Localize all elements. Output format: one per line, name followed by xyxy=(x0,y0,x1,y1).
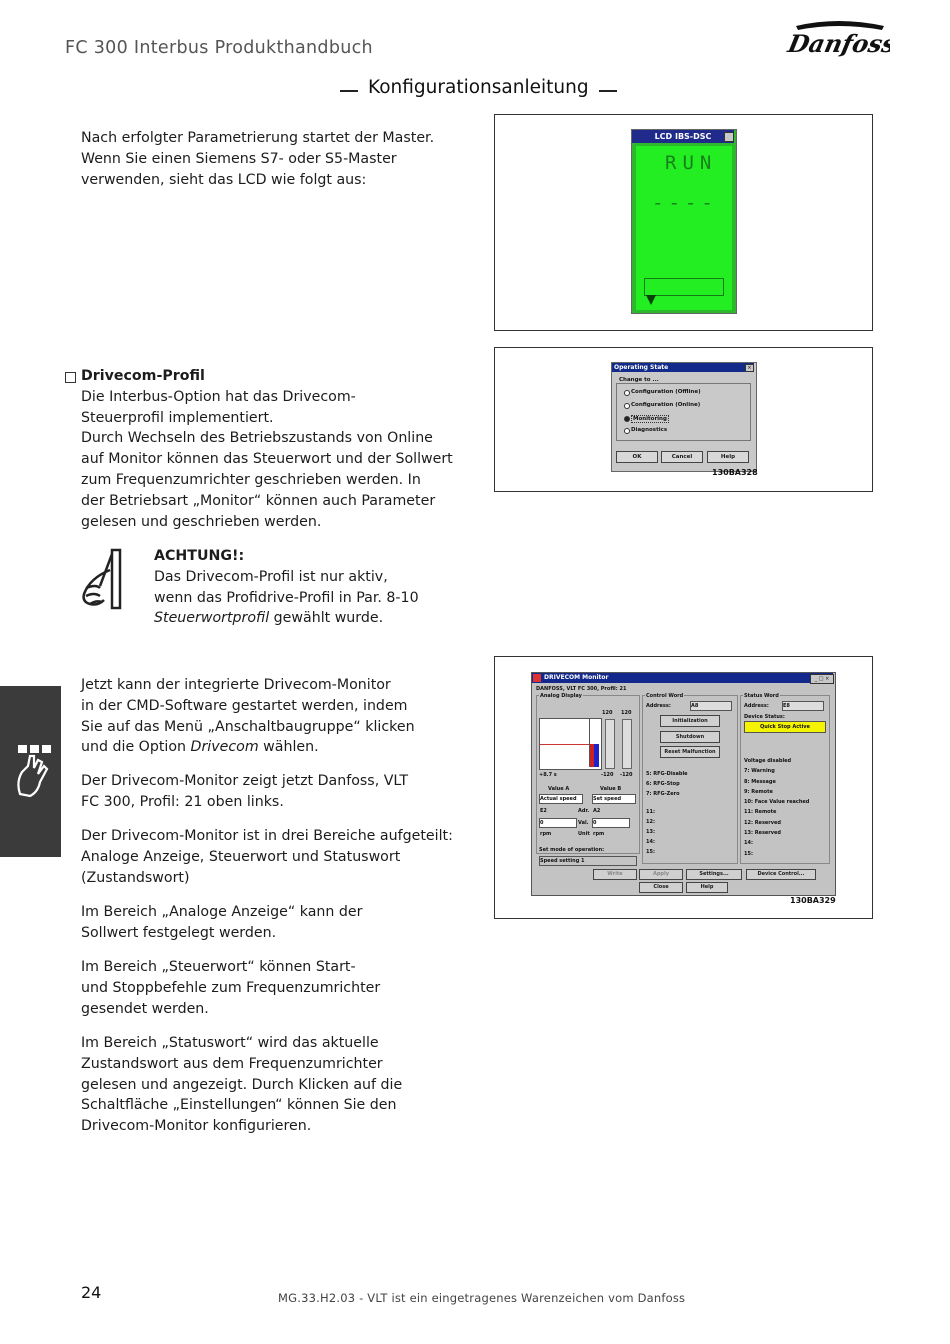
dialog-title: Operating State xyxy=(612,363,754,372)
text-line: wenn das Profidrive-Profil in Par. 8-10 xyxy=(154,589,419,606)
unit-label: Unit xyxy=(578,831,590,837)
initialization-button: Initialization xyxy=(660,715,720,727)
text-fragment: gewählt wurde. xyxy=(269,610,384,627)
text-line: gesendet werden. xyxy=(81,1000,209,1017)
parameter-name: Steuerwortprofil xyxy=(154,610,270,627)
pointing-hand-icon xyxy=(80,548,126,616)
device-control-button: Device Control... xyxy=(746,869,816,880)
text-line: Die Interbus-Option hat das Drivecom- xyxy=(81,388,356,405)
set-mode-field: Speed setting 1 xyxy=(539,856,637,866)
scale-bottom-b: -120 xyxy=(620,772,633,778)
text-line: auf Monitor können das Steuerwort und der Sollwert xyxy=(81,451,453,468)
note-title: ACHTUNG!: xyxy=(154,548,245,564)
section-title-text: Konfigurationsanleitung xyxy=(368,77,589,98)
status-bit-item: Voltage disabled xyxy=(744,758,792,764)
footer-text: MG.33.H2.03 - VLT ist ein eingetragenes Warenzeichen vom Danfoss xyxy=(278,1291,686,1305)
option-label: Configuration (Online) xyxy=(631,402,701,408)
control-bit-item: 15: xyxy=(646,849,655,855)
status-address-field: E8 xyxy=(782,701,824,711)
text-line: Zustandswort aus dem Frequenzumrichter xyxy=(81,1055,383,1072)
chapter-side-tab xyxy=(0,686,61,857)
text-line: Wenn Sie einen Siemens S7- oder S5-Master xyxy=(81,150,397,167)
status-bit-item: 10: Face Value reached xyxy=(744,799,810,806)
intro-paragraph xyxy=(81,128,434,190)
help-button: Help xyxy=(707,451,749,463)
status-bit-item: 12: Reserved xyxy=(744,819,782,826)
text-line: Der Drivecom-Monitor zeigt jetzt Danfoss, VLT xyxy=(81,773,409,789)
scale-top-a: 120 xyxy=(602,710,613,716)
value-b-label: Value B xyxy=(600,786,622,792)
analog-display-label: Analog Display xyxy=(540,693,582,699)
option-name: Drivecom xyxy=(190,739,259,756)
address-label: Address: xyxy=(646,703,671,709)
drivecom-paragraph xyxy=(81,366,453,532)
text-line: Jetzt kann der integrierte Drivecom-Monitor xyxy=(81,677,391,693)
text-line: Analoge Anzeige, Steuerwort und Statuswort xyxy=(81,848,401,865)
text-line: Sie auf das Menü „Anschaltbaugruppe“ klicken xyxy=(81,718,415,735)
danfoss-logo xyxy=(786,18,890,64)
paragraph-control-word xyxy=(81,957,380,1019)
text-line: Durch Wechseln des Betriebszustands von Online xyxy=(81,430,433,447)
scale-left: +8.7 s xyxy=(539,772,557,778)
text-line: der Betriebsart „Monitor“ können auch Parameter xyxy=(81,492,436,509)
close-icon: × xyxy=(745,364,754,372)
control-bit-item: 13: xyxy=(646,829,655,835)
radio-button-selected xyxy=(624,416,630,422)
slider-a xyxy=(605,719,615,769)
page-number: 24 xyxy=(81,1283,102,1302)
text-line: und Stoppbefehle zum Frequenzumrichter xyxy=(81,979,381,996)
hand-setup-icon xyxy=(0,686,61,857)
status-bit-item: 8: Message xyxy=(744,778,776,785)
value-a-select: Actual speed xyxy=(539,794,583,804)
device-status-value: Quick Stop Active xyxy=(744,721,826,733)
value-a-label: Value A xyxy=(548,786,570,792)
option-label-selected: Monitoring xyxy=(633,416,667,422)
text-line: Drivecom-Monitor konfigurieren. xyxy=(81,1118,312,1135)
arrow-down-icon xyxy=(646,295,656,305)
slider-b xyxy=(622,719,632,769)
option-label: Configuration (Offline) xyxy=(631,389,701,395)
note-box xyxy=(154,546,419,629)
value-b-field: 0 xyxy=(592,818,630,828)
status-bit-item: 14: xyxy=(744,840,753,847)
text-line: Der Drivecom-Monitor ist in drei Bereiche aufgeteilt: xyxy=(81,828,453,844)
status-bit-item: 7: Warning xyxy=(744,768,775,775)
text-line: zum Frequenzumrichter geschrieben werden. In xyxy=(81,471,421,488)
text-line: Steuerprofil implementiert. xyxy=(81,409,274,426)
settings-button: Settings... xyxy=(686,869,742,880)
radio-button xyxy=(624,428,630,434)
control-word-label: Control Word xyxy=(646,693,684,699)
control-address-field: A8 xyxy=(690,701,732,711)
text-fragment: und die Option xyxy=(81,739,191,756)
reset-malfunction-button: Reset Malfunction xyxy=(660,746,720,758)
scale-bottom-a: -120 xyxy=(601,772,614,778)
radio-button xyxy=(624,390,630,396)
section-title xyxy=(330,77,627,98)
lcd-dropdown-icon xyxy=(724,132,734,142)
control-bit-item: 14: xyxy=(646,839,655,845)
status-word-label: Status Word xyxy=(744,693,779,699)
text-line xyxy=(81,737,415,758)
lcd-display-line2: ---- xyxy=(652,192,718,214)
field-label: Adr. xyxy=(578,808,590,814)
value-b-select: Set speed xyxy=(592,794,636,804)
checkbox-bullet-icon xyxy=(65,372,76,383)
shutdown-button: Shutdown xyxy=(660,731,720,743)
status-bit-item: 9: Remote xyxy=(744,788,773,795)
lcd-title: LCD IBS-DSC xyxy=(632,130,734,143)
lcd-button xyxy=(644,278,724,296)
control-bit-item: 6: RFG-Stop xyxy=(646,781,680,787)
text-line: in der CMD-Software gestartet werden, indem xyxy=(81,697,408,714)
value-a-field: 0 xyxy=(539,818,577,828)
paragraph-profile xyxy=(81,771,408,813)
status-bit-item: 11: Remote xyxy=(744,809,777,816)
cancel-button: Cancel xyxy=(661,451,703,463)
monitor-intro-paragraph xyxy=(81,675,415,758)
control-bits xyxy=(646,769,688,857)
status-bit-item: 15: xyxy=(744,850,753,857)
scale-top-b: 120 xyxy=(621,710,632,716)
field-label: A2 xyxy=(593,808,601,814)
write-button: Write xyxy=(593,869,637,880)
text-fragment: wählen. xyxy=(258,739,319,756)
window-controls-icon: _ □ × xyxy=(810,674,834,684)
bar-meter-blue xyxy=(594,744,599,767)
unit-a: rpm xyxy=(540,831,552,837)
svg-text:Danfoss: Danfoss xyxy=(786,29,890,58)
status-bit-item: 13: Reserved xyxy=(744,830,782,837)
control-bit-item: 5: RFG-Disable xyxy=(646,771,688,777)
field-label: Val. xyxy=(578,820,589,826)
monitor-subtitle: DANFOSS, VLT FC 300, Profil: 21 xyxy=(536,686,627,692)
help-button: Help xyxy=(686,882,728,893)
set-mode-label: Set mode of operation: xyxy=(539,847,605,853)
address-label: Address: xyxy=(744,703,769,709)
text-line: Nach erfolgter Parametrierung startet der Master. xyxy=(81,130,435,146)
text-line: Sollwert festgelegt werden. xyxy=(81,924,277,941)
text-line xyxy=(154,608,419,629)
device-status-label: Device Status: xyxy=(744,714,785,720)
paragraph-status-word xyxy=(81,1033,402,1137)
close-button: Close xyxy=(639,882,683,893)
text-line: Das Drivecom-Profil ist nur aktiv, xyxy=(154,568,388,585)
text-line: gelesen und angezeigt. Durch Klicken auf die xyxy=(81,1076,403,1093)
field-label: E2 xyxy=(540,808,547,814)
text-line: Im Bereich „Analoge Anzeige“ kann der xyxy=(81,904,363,920)
status-bits xyxy=(744,756,809,859)
figure-code: 130BA329 xyxy=(790,896,836,905)
text-line: Schaltfläche „Einstellungen“ können Sie den xyxy=(81,1097,397,1114)
unit-b: rpm xyxy=(593,831,605,837)
monitor-title: DRIVECOM Monitor xyxy=(532,673,833,683)
option-label: Diagnostics xyxy=(631,427,668,433)
control-bit-item: 11: xyxy=(646,809,655,815)
text-line: (Zustandswort) xyxy=(81,869,190,886)
apply-button: Apply xyxy=(639,869,683,880)
text-line: FC 300, Profil: 21 oben links. xyxy=(81,793,284,810)
text-line: verwenden, sieht das LCD wie folgt aus: xyxy=(81,171,367,188)
text-line: Im Bereich „Steuerwort“ können Start- xyxy=(81,959,356,975)
control-bit-item: 12: xyxy=(646,819,655,825)
radio-button xyxy=(624,403,630,409)
text-line: Im Bereich „Statuswort“ wird das aktuelle xyxy=(81,1035,379,1051)
document-title: FC 300 Interbus Produkthandbuch xyxy=(65,38,373,58)
group-label: Change to ... xyxy=(619,377,659,383)
ok-button: OK xyxy=(616,451,658,463)
paragraph-areas xyxy=(81,826,453,888)
control-bit-item: 7: RFG-Zero xyxy=(646,791,680,797)
figure-code: 130BA328 xyxy=(712,468,758,477)
text-line: gelesen und geschrieben werden. xyxy=(81,513,322,530)
drivecom-heading: Drivecom-Profil xyxy=(81,368,205,384)
lcd-display-line1: RUN xyxy=(665,152,718,174)
app-icon xyxy=(533,674,541,682)
paragraph-analog xyxy=(81,902,362,944)
